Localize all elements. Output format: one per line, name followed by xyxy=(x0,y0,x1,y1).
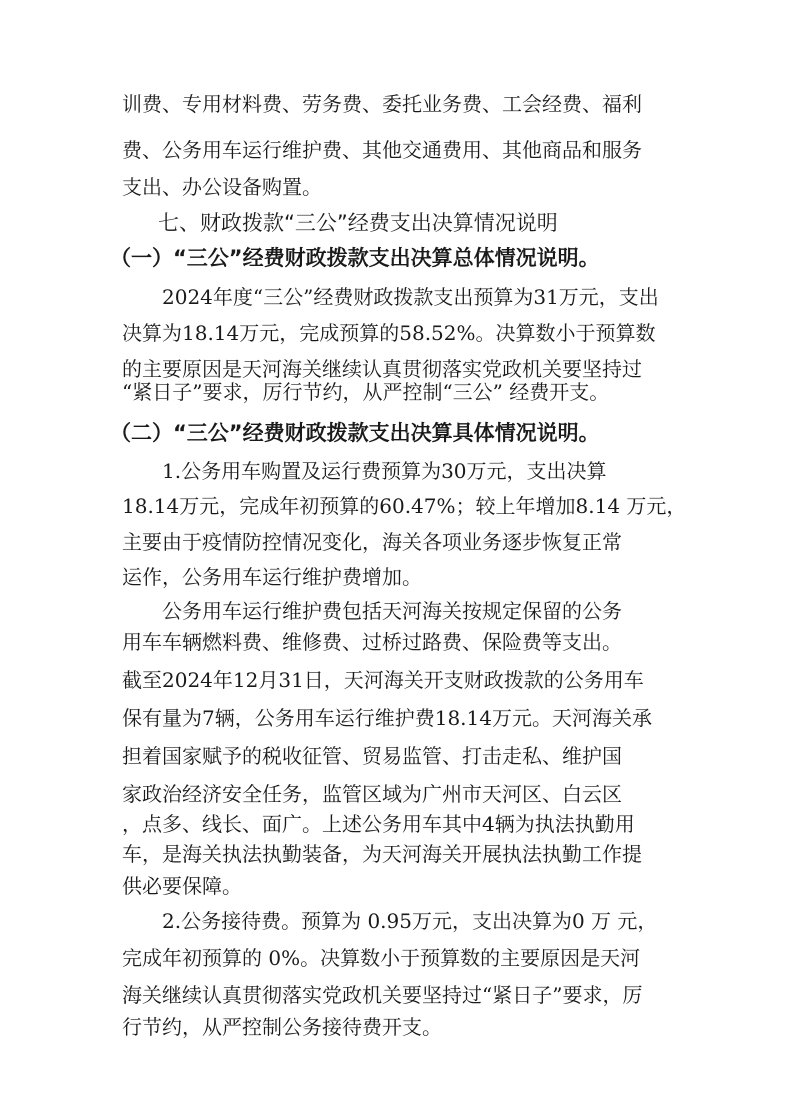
text-line: 家政治经济安全任务，监管区域为广州市天河区、白云区 xyxy=(122,782,622,806)
text-line: ，点多、线长、面广。上述公务用车其中4辆为执法执勤用 xyxy=(122,812,635,836)
text-line: 海关继续认真贯彻落实党政机关要坚持过“紧日子”要求，厉 xyxy=(122,983,643,1007)
text-line: 18.14万元，完成年初预算的60.47%；较上年增加8.14 万元， xyxy=(122,494,687,518)
text-line: 供必要保障。 xyxy=(122,874,242,898)
text-line: 保有量为7辆，公务用车运行维护费18.14万元。天河海关承 xyxy=(122,706,652,730)
text-line: 训费、专用材料费、劳务费、委托业务费、工会经费、福利 xyxy=(122,92,642,116)
text-line: 截至2024年12月31日，天河海关开支财政拨款的公务用车 xyxy=(122,668,644,692)
text-line: 行节约，从严控制公务接待费开支。 xyxy=(122,1015,442,1039)
text-line: 完成年初预算的 0%。决算数小于预算数的主要原因是天河 xyxy=(122,946,641,970)
text-line: 用车车辆燃料费、维修费、过桥过路费、保险费等支出。 xyxy=(122,630,622,654)
subsection-heading: （二）“三公”经费财政拨款支出决算具体情况说明。 xyxy=(110,421,600,445)
text-line: 2.公务接待费。预算为 0.95万元，支出决算为0 万 元， xyxy=(162,909,658,933)
section-heading: 七、财政拨款“三公”经费支出决算情况说明 xyxy=(158,211,558,235)
text-line: 主要由于疫情防控情况变化，海关各项业务逐步恢复正常 xyxy=(122,530,622,554)
text-line: 费、公务用车运行维护费、其他交通费用、其他商品和服务 xyxy=(122,138,642,162)
text-line: 1.公务用车购置及运行费预算为30万元，支出决算 xyxy=(162,459,607,483)
text-line: 决算为18.14万元，完成预算的58.52%。决算数小于预算数 xyxy=(122,321,656,345)
text-line: 公务用车运行维护费包括天河海关按规定保留的公务 xyxy=(162,599,622,623)
text-line: “紧日子”要求，厉行节约，从严控制“三公” 经费开支。 xyxy=(122,380,610,404)
text-line: 运作，公务用车运行维护费增加。 xyxy=(122,565,422,589)
text-line: 车，是海关执法执勤装备，为天河海关开展执法执勤工作提 xyxy=(122,842,642,866)
text-line: 担着国家赋予的税收征管、贸易监管、打击走私、维护国 xyxy=(122,744,622,768)
subsection-heading: （一）“三公”经费财政拨款支出决算总体情况说明。 xyxy=(110,246,600,270)
text-line: 2024年度“三公”经费财政拨款支出预算为31万元，支出 xyxy=(162,285,659,309)
text-line: 的主要原因是天河海关继续认真贯彻落实党政机关要坚持过 xyxy=(122,357,642,381)
text-line: 支出、办公设备购置。 xyxy=(122,175,322,199)
